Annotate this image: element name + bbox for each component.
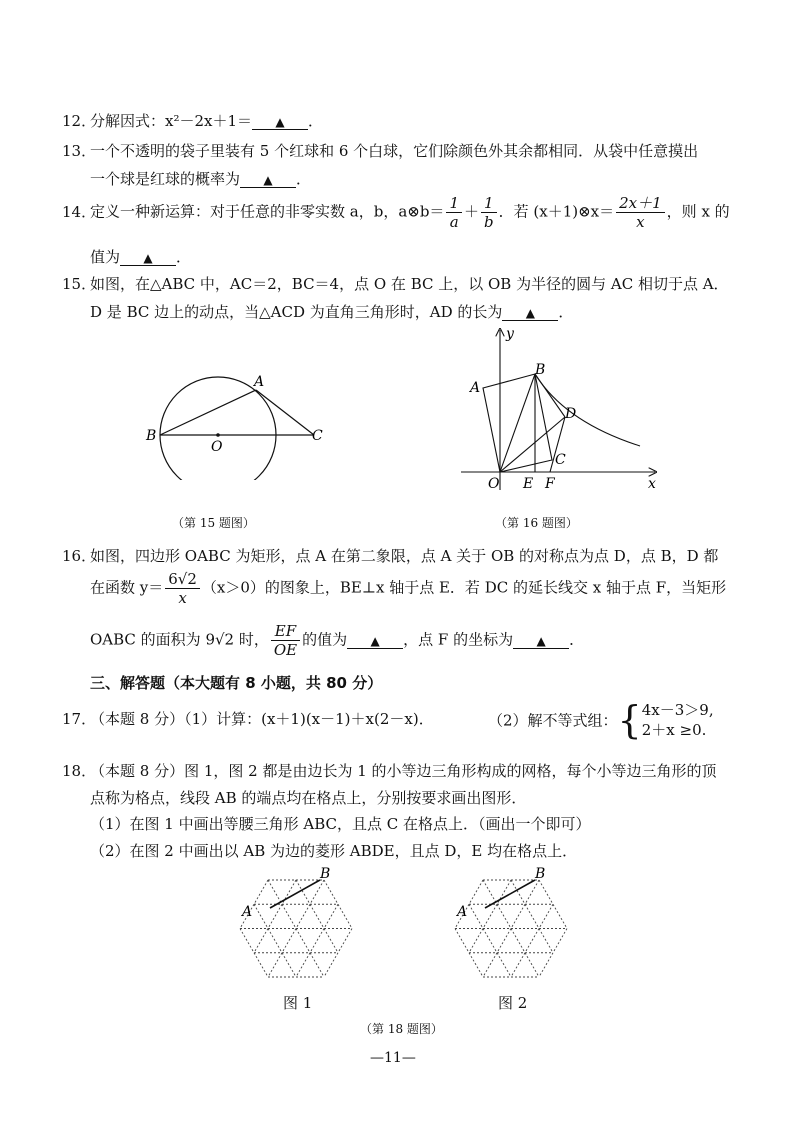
grid-line xyxy=(511,904,525,928)
grid-line xyxy=(483,880,497,904)
grid-line xyxy=(497,953,511,977)
grid-line xyxy=(310,928,324,952)
denominator: b xyxy=(484,213,494,231)
label-a: A xyxy=(470,380,481,396)
fraction xyxy=(481,194,497,231)
grid-line xyxy=(497,928,511,952)
punctuation: ． xyxy=(176,248,192,266)
inequality-system xyxy=(618,700,714,740)
answer-blank: ▲ xyxy=(252,116,308,130)
numerator: 1 xyxy=(446,194,462,213)
numerator: 2x＋1 xyxy=(616,194,665,213)
grid-line xyxy=(511,928,525,952)
grid-line xyxy=(282,928,296,952)
section-heading: 三、解答题（本大题有 8 小题，共 80 分） xyxy=(90,674,383,692)
brace: { xyxy=(617,698,642,742)
question-text: D 是 BC 边上的动点，当△ACD 为直角三角形时，AD 的长为 xyxy=(90,303,503,321)
triangular-grid xyxy=(455,880,567,977)
grid-line xyxy=(469,880,483,904)
label-e: E xyxy=(523,476,534,492)
figure-18-label-2: 图 2 xyxy=(498,994,528,1012)
center-point xyxy=(216,433,220,437)
question-18-line4: （2）在图 2 中画出以 AB 为边的菱形 ABDE，且点 D，E 均在格点上． xyxy=(90,842,578,860)
grid-line xyxy=(553,904,567,928)
question-16-line3 xyxy=(90,622,584,659)
grid-line xyxy=(324,904,338,928)
grid-line xyxy=(268,953,282,977)
question-text: （x＞0）的图象上，BE⊥x 轴于点 E．若 DC 的延长线交 x 轴于点 F，当矩形 xyxy=(201,578,727,597)
grid-line xyxy=(539,953,553,977)
question-text: 的值为 xyxy=(302,630,348,649)
question-number: 12． xyxy=(62,112,97,130)
question-15-line2 xyxy=(90,301,573,322)
grid-line xyxy=(553,928,567,952)
figure-15 xyxy=(140,370,340,480)
question-text: ，则 x 的 xyxy=(666,202,730,221)
question-number: 18． xyxy=(62,762,97,780)
label-o: O xyxy=(211,439,223,455)
question-text: 值为 xyxy=(90,248,121,266)
grid-line xyxy=(310,904,324,928)
answer-blank: ▲ xyxy=(120,252,176,266)
question-14 xyxy=(62,194,730,231)
grid-line xyxy=(469,953,483,977)
grid-line xyxy=(296,928,310,952)
grid-line xyxy=(469,904,483,928)
question-16 xyxy=(62,545,718,566)
answer-blank: ▲ xyxy=(347,635,403,649)
grid-line xyxy=(469,928,483,952)
grid-line xyxy=(296,953,310,977)
punctuation: ． xyxy=(308,112,324,130)
question-12 xyxy=(62,110,323,131)
fraction xyxy=(616,194,665,231)
label-c: C xyxy=(555,452,566,468)
figure-18-grid-1 xyxy=(230,862,370,982)
inequality-1: 4x－3＞9, xyxy=(641,701,714,719)
figure-18-label-1: 图 1 xyxy=(283,994,313,1012)
fraction xyxy=(165,570,200,607)
grid-line xyxy=(296,904,310,928)
grid-line xyxy=(497,904,511,928)
grid-line xyxy=(525,928,539,952)
figure-18-caption: （第 18 题图） xyxy=(360,1022,443,1036)
question-18 xyxy=(62,760,717,781)
question-text: 一个球是红球的概率为 xyxy=(90,170,241,188)
grid-line xyxy=(511,953,525,977)
question-number: 17． xyxy=(62,710,97,728)
label-a: A xyxy=(242,904,253,920)
label-f: F xyxy=(545,476,555,492)
figure-15-caption: （第 15 题图） xyxy=(172,516,255,530)
grid-line xyxy=(455,928,469,952)
numerator: EF xyxy=(271,622,300,641)
punctuation: ． xyxy=(569,630,585,649)
numerator: 6√2 xyxy=(165,570,200,589)
figure-18-grid-2 xyxy=(445,862,585,982)
question-text: （本题 8 分）图 1，图 2 都是由边长为 1 的小等边三角形构成的网格，每个小等边三角形的顶 xyxy=(90,762,717,780)
question-16-line2 xyxy=(90,570,726,607)
question-number: 15． xyxy=(62,275,97,293)
question-18-line2: 点称为格点，线段 AB 的端点均在格点上，分别按要求画出图形． xyxy=(90,789,527,807)
question-number: 14． xyxy=(62,202,97,221)
answer-blank: ▲ xyxy=(513,635,569,649)
grid-line xyxy=(254,928,268,952)
punctuation: ． xyxy=(558,303,574,321)
grid-line xyxy=(539,880,553,904)
label-a: A xyxy=(254,374,265,390)
denominator: OE xyxy=(273,641,298,659)
grid-line xyxy=(254,953,268,977)
fraction xyxy=(446,194,462,231)
answer-blank: ▲ xyxy=(240,174,296,188)
page-number: —11— xyxy=(370,1050,416,1066)
grid-line xyxy=(254,880,268,904)
grid-line xyxy=(539,928,553,952)
grid-line xyxy=(268,928,282,952)
grid-line xyxy=(539,904,553,928)
question-text: 分解因式：x²－2x＋1＝ xyxy=(90,112,253,130)
hyperbola-curve xyxy=(535,374,640,446)
question-number: 16． xyxy=(62,547,97,565)
grid-line xyxy=(525,953,539,977)
denominator: x xyxy=(178,589,187,607)
grid-line xyxy=(324,880,338,904)
question-13-line2 xyxy=(90,168,311,189)
label-x: x xyxy=(648,476,656,492)
question-text: （本题 8 分）（1）计算：(x＋1)(x－1)＋x(2－x)． xyxy=(90,710,434,728)
grid-line xyxy=(525,904,539,928)
grid-line xyxy=(338,904,352,928)
question-text: ，点 F 的坐标为 xyxy=(403,630,514,649)
grid-line xyxy=(282,904,296,928)
question-text: OABC 的面积为 9√2 时， xyxy=(90,630,269,649)
label-d: D xyxy=(565,406,577,422)
question-number: 13． xyxy=(62,142,97,160)
grid-line xyxy=(268,880,282,904)
triangular-grid xyxy=(240,880,352,977)
grid-line xyxy=(310,953,324,977)
label-y: y xyxy=(506,326,514,342)
grid-line xyxy=(338,928,352,952)
question-15 xyxy=(62,273,729,294)
question-text: ．若 (x＋1)⊗x＝ xyxy=(498,202,615,221)
label-a: A xyxy=(457,904,468,920)
numerator: 1 xyxy=(481,194,497,213)
grid-line xyxy=(240,928,254,952)
inequality-2: 2＋x ≥0. xyxy=(641,721,707,739)
label-b: B xyxy=(320,866,331,882)
figure-16-caption: （第 16 题图） xyxy=(495,516,578,530)
answer-blank: ▲ xyxy=(502,307,558,321)
question-17 xyxy=(62,708,434,729)
grid-line xyxy=(483,953,497,977)
label-b: B xyxy=(146,428,157,444)
label-c: C xyxy=(312,428,323,444)
question-text: 在函数 y＝ xyxy=(90,578,164,597)
question-14-line2 xyxy=(90,246,191,267)
question-text: 如图，在△ABC 中，AC＝2，BC＝4，点 O 在 BC 上，以 OB 为半径的圆与 AC 相切于点 A． xyxy=(90,275,729,293)
denominator: x xyxy=(636,213,645,231)
figure-16 xyxy=(455,322,665,494)
grid-line xyxy=(282,953,296,977)
label-b: B xyxy=(535,362,546,378)
question-text: 一个不透明的袋子里装有 5 个红球和 6 个白球，它们除颜色外其余都相同．从袋中任意摸出 xyxy=(90,142,699,160)
fraction xyxy=(271,622,300,659)
question-17-part2 xyxy=(488,700,714,740)
segment-ac xyxy=(256,390,314,435)
label-b: B xyxy=(535,866,546,882)
question-13 xyxy=(62,140,698,161)
question-text: （2）解不等式组： xyxy=(488,711,618,730)
denominator: a xyxy=(449,213,459,231)
question-text: 定义一种新运算：对于任意的非零实数 a，b，a⊗b＝ xyxy=(90,202,445,221)
grid-line xyxy=(483,928,497,952)
grid-line xyxy=(324,928,338,952)
label-o: O xyxy=(488,476,500,492)
question-text: 如图，四边形 OABC 为矩形，点 A 在第二象限，点 A 关于 OB 的对称点为点 D，点 B，D 都 xyxy=(90,547,719,565)
operator: ＋ xyxy=(463,202,479,221)
grid-line xyxy=(324,953,338,977)
punctuation: ． xyxy=(296,170,312,188)
question-18-line3: （1）在图 1 中画出等腰三角形 ABC，且点 C 在格点上．（画出一个即可） xyxy=(90,815,591,833)
grid-line xyxy=(254,904,268,928)
